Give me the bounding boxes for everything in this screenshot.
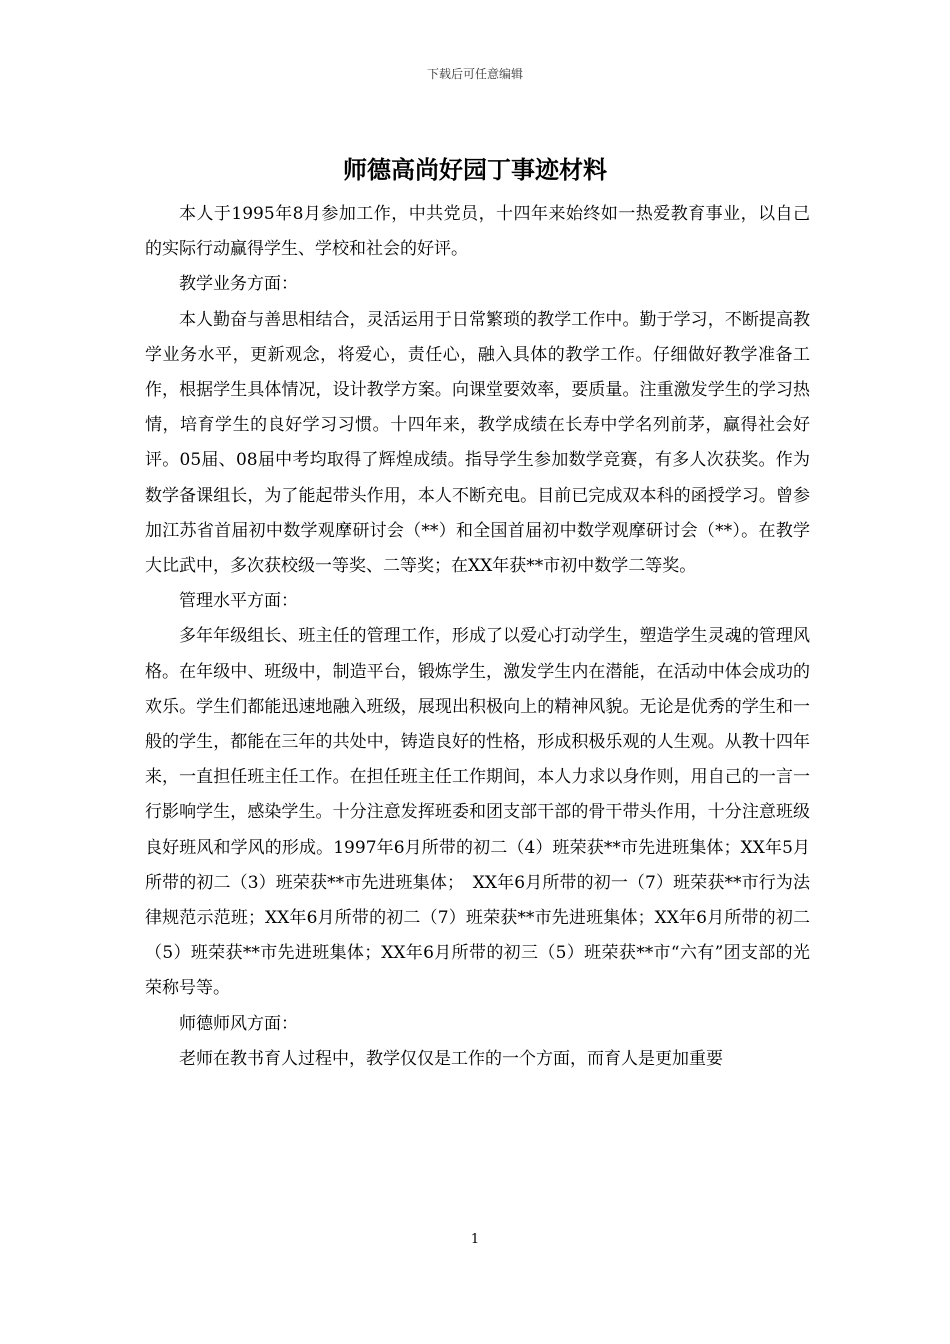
- paragraph-intro: 本人于1995年8月参加工作，中共党员，十四年来始终如一热爱教育事业，以自己的实际行动赢得学生、学校和社会的好评。: [145, 204, 810, 260]
- paragraph-teaching: 本人勤奋与善思相结合，灵活运用于日常繁琐的教学工作中。勤于学习，不断提高教学业务水平，更新观念，将爱心，责任心，融入具体的教学工作。仔细做好教学准备工作，根据学生具体情况，设计教学方案。向课堂要效率，要质量。注重激发学生的学习热情，培育学生的良好学习习惯。十四年来，教学成绩在长寿中学名列前茅，赢得社会好评。05届、08届中考均取得了辉煌成绩。指导学生参加数学竞赛，有多人次获奖。作为数学备课组长，为了能起带头作用，本人不断充电。目前已完成双本科的函授学习。曾参加江苏省首届初中数学观摩研讨会（**）和全国首届初中数学观摩研讨会（**）。在教学大比武中，多次获校级一等奖、二等奖；在XX年获**市初中数学二等奖。: [145, 309, 810, 577]
- paragraph-management: 多年年级组长、班主任的管理工作，形成了以爱心打动学生，塑造学生灵魂的管理风格。在年级中、班级中，制造平台，锻炼学生，激发学生内在潜能，在活动中体会成功的欢乐。学生们都能迅速地融入班级，展现出积极向上的精神风貌。无论是优秀的学生和一般的学生，都能在三年的共处中，铸造良好的性格，形成积极乐观的人生观。从教十四年来，一直担任班主任工作。在担任班主任工作期间，本人力求以身作则，用自己的一言一行影响学生，感染学生。十分注意发挥班委和团支部干部的骨干带头作用，十分注意班级良好班风和学风的形成。1997年6月所带的初二（4）班荣获**市先进班集体；XX年5月所带的初二（3）班荣获**市先进班集体； XX年6月所带的初一（7）班荣获**市行为法律规范示范班；XX年6月所带的初二（7）班荣获**市先进班集体；XX年6月所带的初二（5）班荣获**市先进班集体；XX年6月所带的初三（5）班荣获**市“六有”团支部的光荣称号等。: [145, 626, 810, 999]
- page-header: 下载后可任意编辑: [426, 67, 523, 81]
- section-heading-teaching: 教学业务方面：: [179, 274, 298, 295]
- document-body: [145, 197, 810, 1077]
- document-title: 师德高尚好园丁事迹材料: [343, 156, 607, 184]
- page-number: 1: [470, 1232, 480, 1247]
- paragraph-ethics: 老师在教书育人过程中，教学仅仅是工作的一个方面，而育人是更加重要: [179, 1048, 723, 1069]
- section-heading-ethics: 师德师风方面：: [179, 1013, 298, 1034]
- section-heading-management: 管理水平方面：: [179, 591, 298, 612]
